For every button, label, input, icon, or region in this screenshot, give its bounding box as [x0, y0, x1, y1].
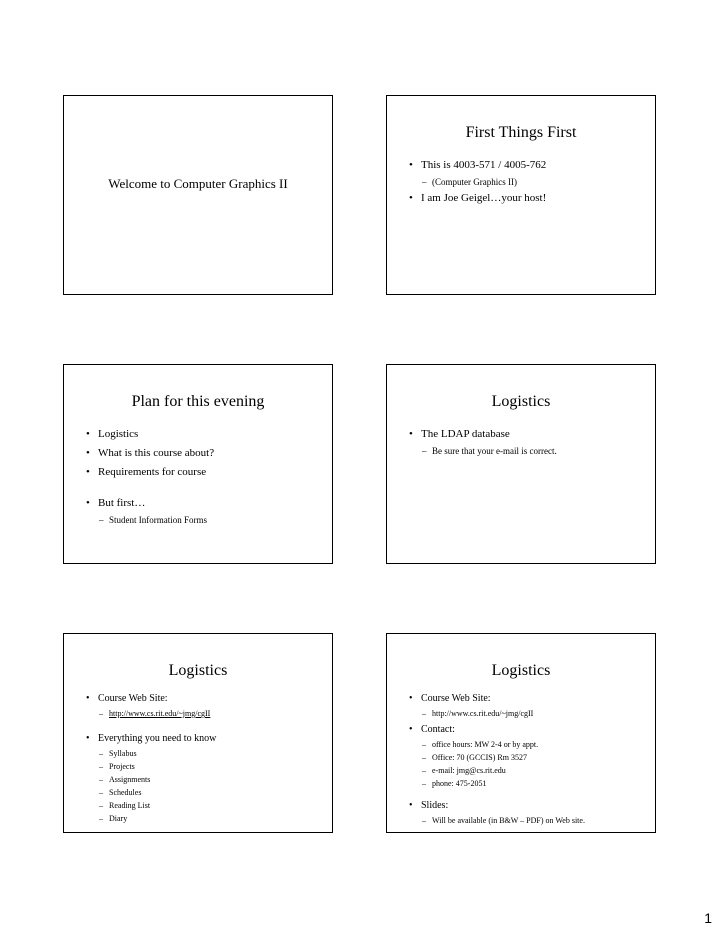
sub-bullet: – Assignments — [86, 774, 326, 785]
sub-bullet: – Will be available (in B&W – PDF) on Web site. — [409, 815, 649, 826]
slide-4-title: Logistics — [491, 393, 551, 410]
course-site-link[interactable]: – http://www.cs.rit.edu/~jmg/cgII — [86, 708, 326, 719]
bullet: • But first… — [86, 496, 326, 510]
bullet: • Course Web Site: — [86, 692, 326, 706]
slide-5-title: Logistics — [168, 662, 228, 679]
sub-bullet: – Office: 70 (GCCIS) Rm 3527 — [409, 752, 649, 763]
sub-bullet: – Syllabus — [86, 748, 326, 759]
slide-5 — [63, 633, 333, 833]
slide-5-body — [86, 692, 326, 826]
slide-2-body — [409, 158, 649, 210]
sub-bullet: – Be sure that your e-mail is correct. — [409, 446, 649, 457]
bullet: • Everything you need to know — [86, 732, 326, 746]
bullet: • Course Web Site: — [409, 692, 649, 706]
sub-bullet: – e-mail: jmg@cs.rit.edu — [409, 765, 649, 776]
bullet: • Logistics — [86, 427, 326, 441]
slide-4 — [386, 364, 656, 564]
sub-bullet: – Projects — [86, 761, 326, 772]
sub-bullet: – phone: 475-2051 — [409, 778, 649, 789]
bullet: • This is 4003-571 / 4005-762 — [409, 158, 649, 172]
sub-bullet: – Reading List — [86, 800, 326, 811]
sub-bullet: – Schedules — [86, 787, 326, 798]
slide-3 — [63, 364, 333, 564]
bullet: • I am Joe Geigel…your host! — [409, 191, 649, 205]
bullet: • The LDAP database — [409, 427, 649, 441]
slide-6-body — [409, 692, 649, 829]
sub-bullet: – Student Information Forms — [86, 515, 326, 526]
page-number: 1 — [704, 910, 712, 926]
slide-4-body — [409, 427, 649, 460]
bullet: • Contact: — [409, 723, 649, 737]
slide-3-title: Plan for this evening — [131, 393, 265, 410]
slide-1-title: Welcome to Computer Graphics II — [108, 176, 288, 191]
slide-6 — [386, 633, 656, 833]
bullet: • What is this course about? — [86, 446, 326, 460]
bullet: • Requirements for course — [86, 465, 326, 479]
sub-bullet: – Diary — [86, 813, 326, 824]
bullet: • Slides: — [409, 799, 649, 813]
slide-2-title: First Things First — [465, 124, 577, 141]
slide-6-title: Logistics — [491, 662, 551, 679]
sub-bullet: – (Computer Graphics II) — [409, 177, 649, 188]
sub-bullet: – http://www.cs.rit.edu/~jmg/cgII — [409, 708, 649, 719]
slide-1 — [63, 95, 333, 295]
sub-bullet: – office hours: MW 2-4 or by appt. — [409, 739, 649, 750]
slide-2 — [386, 95, 656, 295]
slide-3-body — [86, 427, 326, 529]
